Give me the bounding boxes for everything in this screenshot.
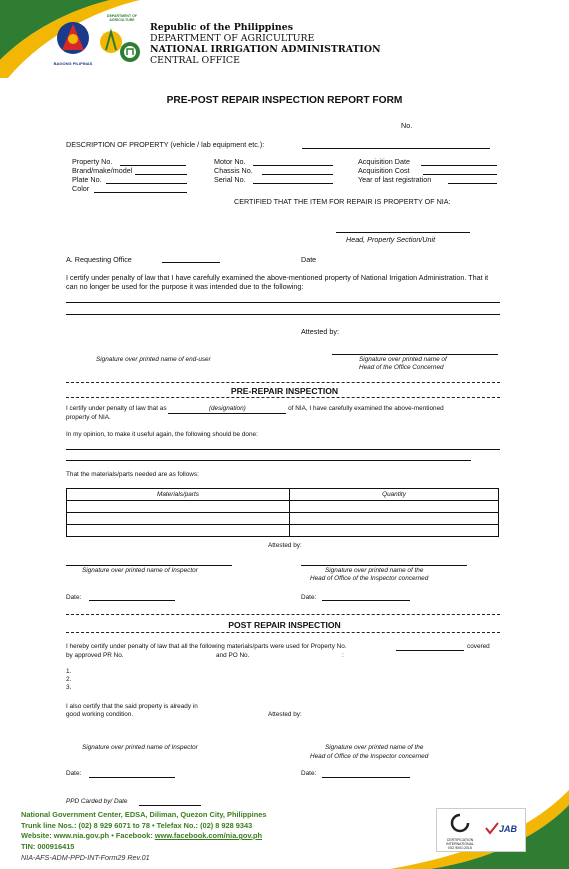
footer-trunk: Trunk line Nos.: (02) 8 929 6071 to 78 • Telefax No.: (02) 8 928 9343 — [21, 820, 253, 830]
cert-caption-3: ISO 9001:2015 — [448, 846, 472, 850]
acq-cost-line[interactable] — [423, 174, 497, 175]
header-republic: Republic of the Philippines — [150, 22, 293, 33]
jab-logo — [485, 819, 521, 837]
bagong-pilipinas-seal — [50, 20, 96, 64]
jab-text: JAB — [499, 824, 518, 834]
serial-line[interactable] — [253, 183, 333, 184]
cert-caption-2: INTERNATIONAL — [446, 842, 474, 846]
pre-head-sign-line[interactable] — [301, 565, 467, 566]
table-cell[interactable] — [290, 501, 499, 513]
header-office: CENTRAL OFFICE — [150, 55, 240, 66]
post-item-3: 3. — [66, 684, 72, 691]
certification-badges — [436, 808, 526, 852]
description-line[interactable] — [302, 148, 490, 149]
post-sig-head-1: Signature over printed name of the — [325, 744, 424, 751]
post-property-line[interactable] — [396, 650, 464, 651]
table-cell[interactable] — [67, 501, 290, 513]
cert-caption-1: CERTIFICATION — [446, 838, 474, 842]
requesting-office-line[interactable] — [162, 262, 220, 263]
footer-website-label: Website: www.nia.gov.ph • Facebook: — [21, 831, 155, 840]
pre-inspector-sign-line[interactable] — [66, 565, 232, 566]
footer-address: National Government Center, EDSA, Diliman, Quezon City, Philippines — [21, 810, 267, 819]
table-cell[interactable] — [67, 525, 290, 537]
description-label: DESCRIPTION OF PROPERTY (vehicle / lab equipment etc.): — [66, 140, 265, 149]
post-item-2: 2. — [66, 676, 72, 683]
sig-end-user: Signature over printed name of end-user — [96, 356, 211, 363]
cert-international-logo — [441, 813, 479, 850]
cert-ring-icon — [449, 813, 471, 833]
reason-line-2[interactable] — [66, 314, 500, 315]
field-plate-no: Plate No. — [72, 175, 102, 184]
post-sig-head-2: Head of Office of the Inspector concerned — [310, 753, 429, 760]
table-cell[interactable] — [67, 513, 290, 525]
pre-para-end: of NIA, I have carefully examined the above-mentioned — [288, 405, 444, 412]
field-color: Color — [72, 184, 90, 193]
post-date-right: Date: — [301, 770, 317, 777]
plate-line[interactable] — [106, 183, 187, 184]
table-header-materials: Materials/parts — [67, 489, 290, 501]
table-cell[interactable] — [290, 525, 499, 537]
ppd-carded-label: PPD Carded by/ Date — [66, 798, 128, 805]
requesting-office-label: A. Requesting Office — [66, 255, 132, 264]
table-header-row — [67, 489, 499, 501]
registration-line[interactable] — [448, 183, 497, 184]
post-date-left: Date: — [66, 770, 82, 777]
pre-para-line2: property of NIA. — [66, 414, 111, 421]
opinion-text: In my opinion, to make it useful again, the following should be done: — [66, 431, 258, 438]
sig-head-office-2: Head of the Office Concerned — [359, 364, 444, 371]
post-date-left-line[interactable] — [89, 777, 175, 778]
pre-para-start: I certify under penalty of law that as — [66, 405, 167, 412]
header-agency: NATIONAL IRRIGATION ADMINISTRATION — [150, 44, 381, 55]
jab-check-icon — [485, 821, 499, 835]
da-emblem-icon — [97, 22, 147, 66]
post-repair-divider — [66, 614, 500, 615]
seal-icon — [50, 20, 96, 56]
footer-web-line — [21, 831, 266, 842]
header-department: DEPARTMENT OF AGRICULTURE — [150, 33, 315, 44]
footer-form-code: NIA-AFS-ADM-PPD-INT-Form29 Rev.01 — [21, 853, 150, 862]
ppd-carded-line[interactable] — [139, 805, 201, 806]
pre-date-right-line[interactable] — [322, 600, 410, 601]
field-chassis-no: Chassis No. — [214, 166, 253, 175]
brand-line[interactable] — [135, 174, 187, 175]
head-property-sign-line[interactable] — [336, 232, 470, 233]
pre-sig-head-1: Signature over printed name of the — [325, 567, 424, 574]
pre-attested-by: Attested by: — [268, 542, 302, 549]
field-acq-date: Acquisition Date — [358, 157, 410, 166]
pre-repair-heading: PRE-REPAIR INSPECTION — [230, 386, 339, 396]
property-no-line[interactable] — [120, 165, 186, 166]
table-row[interactable] — [67, 501, 499, 513]
post-covered: covered — [467, 643, 490, 650]
materials-table — [66, 488, 499, 537]
form-title: PRE-POST REPAIR INSPECTION REPORT FORM — [166, 95, 403, 106]
da-logo-text: DEPARTMENT OF AGRICULTURE — [107, 14, 137, 22]
post-item-1: 1. — [66, 668, 72, 675]
table-row[interactable] — [67, 525, 499, 537]
head-office-sign-line[interactable] — [332, 354, 498, 355]
pre-sig-inspector: Signature over printed name of Inspector — [82, 567, 198, 574]
requesting-date-label: Date — [301, 255, 317, 264]
opinion-line-1[interactable] — [66, 449, 500, 450]
seal-caption: BAGONG PILIPINAS — [53, 61, 93, 66]
post-colon: : — [342, 652, 344, 659]
acq-date-line[interactable] — [421, 165, 497, 166]
footer-tin: TIN: 000916415 — [21, 841, 75, 851]
certified-text: CERTIFIED THAT THE ITEM FOR REPAIR IS PROPERTY OF NIA: — [234, 197, 451, 206]
color-line[interactable] — [94, 192, 187, 193]
field-property-no: Property No. — [72, 157, 113, 166]
form-no-label: No. — [401, 121, 413, 130]
facebook-link[interactable]: www.facebook.com/nia.gov.ph — [154, 831, 263, 840]
post-para-start: I hereby certify under penalty of law that all the following materials/parts were used for Property No. — [66, 643, 347, 650]
materials-intro: That the materials/parts needed are as follows: — [66, 471, 199, 478]
pre-sig-head-2: Head of Office of the Inspector concerned — [310, 575, 429, 582]
field-motor-no: Motor No. — [214, 157, 246, 166]
pre-date-left: Date: — [66, 594, 82, 601]
post-and-po: and PO No. — [216, 652, 250, 659]
table-row[interactable] — [67, 513, 499, 525]
good-cond-1: I also certify that the said property is already in — [66, 703, 198, 710]
post-by-pr: by approved PR No. — [66, 652, 124, 659]
pre-repair-divider — [66, 382, 500, 383]
motor-line[interactable] — [253, 165, 333, 166]
good-cond-2: good working condition. — [66, 711, 134, 718]
reason-line-1[interactable] — [66, 302, 500, 303]
field-serial-no: Serial No. — [214, 175, 246, 184]
post-attested-by: Attested by: — [268, 711, 302, 718]
pre-repair-divider-bottom — [66, 397, 500, 398]
field-brand-model: Brand/make/model — [72, 166, 133, 175]
field-last-registration: Year of last registration — [358, 175, 432, 184]
table-header-quantity: Quantity — [290, 489, 499, 501]
sig-head-office-1: Signature over printed name of — [359, 356, 447, 363]
post-date-right-line[interactable] — [322, 777, 410, 778]
pre-date-left-line[interactable] — [89, 600, 175, 601]
chassis-line[interactable] — [262, 174, 333, 175]
table-cell[interactable] — [290, 513, 499, 525]
attested-by-label: Attested by: — [301, 327, 339, 336]
head-property-caption: Head, Property Section/Unit — [346, 235, 436, 244]
pre-date-right: Date: — [301, 594, 317, 601]
field-acq-cost: Acquisition Cost — [358, 166, 410, 175]
da-logo — [97, 14, 147, 66]
post-repair-heading: POST REPAIR INSPECTION — [228, 620, 341, 630]
certify-paragraph: I certify under penalty of law that I have carefully examined the above-mentioned property of National Irrigation Administration. That it can no longer be used for the purpose it was intended due to the following: — [66, 273, 489, 291]
opinion-line-2[interactable] — [66, 460, 471, 461]
designation-field[interactable]: (designation) — [168, 405, 286, 414]
post-repair-divider-bottom — [66, 632, 500, 633]
post-sig-inspector: Signature over printed name of Inspector — [82, 744, 198, 751]
